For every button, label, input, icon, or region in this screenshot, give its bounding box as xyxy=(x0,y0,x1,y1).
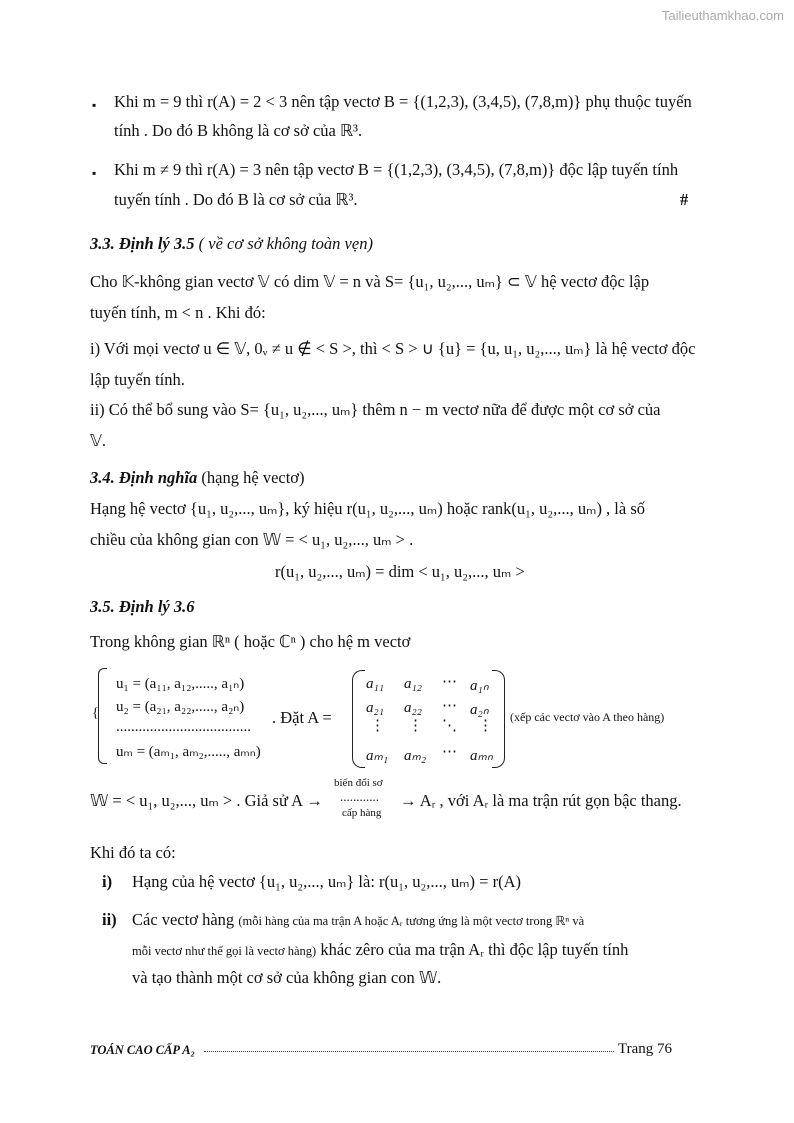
sec33-p1: Cho 𝕂-không gian vectơ 𝕍 có dim 𝕍 = n và S= {u₁, u₂,..., uₘ} ⊂ 𝕍 hệ vectơ độc lập xyxy=(90,272,650,291)
sec34-heading: 3.4. Định nghĩa xyxy=(90,468,198,487)
matrix-cell: a₂₂ xyxy=(404,700,422,716)
item-ii-text-b: khác zêro của ma trận Aᵣ thì độc lập tuyến tính xyxy=(320,940,629,959)
footer-dotted-rule xyxy=(204,1051,614,1052)
matrix-cell: aₘₙ xyxy=(470,748,493,764)
sec33-heading-row xyxy=(90,234,373,254)
sec33-ii1: ii) Có thể bổ sung vào S= {u₁, u₂,..., uₘ} thêm n − m vectơ nữa để được một cơ sở của xyxy=(90,400,661,419)
item-ii-note-1: (mỗi hàng của ma trận A hoặc Aᵣ tương ứng là một vectơ trong ℝⁿ và xyxy=(238,914,585,928)
sec34-p1: Hạng hệ vectơ {u₁, u₂,..., uₘ}, ký hiệu r(u₁, u₂,..., uₘ) hoặc rank(u₁, u₂,..., uₘ) , là số xyxy=(90,499,646,518)
matrix-note: (xếp các vectơ vào A theo hàng) xyxy=(510,710,665,724)
item-ii-text-a: Các vectơ hàng xyxy=(132,910,235,929)
bullet-icon: ▪ xyxy=(92,98,97,112)
sec34-formula: r(u₁, u₂,..., uₘ) = dim < u₁, u₂,..., uₘ > xyxy=(275,562,525,581)
bullet2-line2: tuyến tính . Do đó B là cơ sở của ℝ³. xyxy=(114,190,358,209)
w-line-b: → Aᵣ , với Aᵣ là ma trận rút gọn bậc thang. xyxy=(400,791,682,810)
sec33-p2: tuyến tính, m < n . Khi đó: xyxy=(90,303,266,322)
footer-page-number: Trang 76 xyxy=(618,1041,673,1057)
w-line-a: 𝕎 = < u₁, u₂,..., uₘ > . Giả sử A → xyxy=(90,791,323,810)
item-ii-row2 xyxy=(132,940,628,960)
system-row-3: .................................... xyxy=(116,719,251,735)
matrix-cell: ⋯ xyxy=(442,698,457,714)
sec33-heading: 3.3. Định lý 3.5 xyxy=(90,234,195,253)
sec35-p1: Trong không gian ℝⁿ ( hoặc ℂⁿ ) cho hệ m vectơ xyxy=(90,632,411,651)
system-row-1: u₁ = (a₁₁, a₁₂,....., a₁ₙ) xyxy=(116,676,245,692)
matrix-cell: a₁ₙ xyxy=(470,678,489,694)
item-ii-note-2: mỗi vectơ như thế gọi là vectơ hàng) xyxy=(132,944,317,958)
khi-do: Khi đó ta có: xyxy=(90,843,176,862)
sec33-ii2: 𝕍. xyxy=(90,431,107,450)
matrix-cell: ⋱ xyxy=(442,718,457,734)
matrix-cell: a₁₁ xyxy=(366,676,384,692)
matrix-cell: ⋯ xyxy=(442,674,457,690)
sec33-i1: i) Với mọi vectơ u ∈ 𝕍, 0ᵥ ≠ u ∉ < S >, thì < S > ∪ {u} = {u, u₁, u₂,..., uₘ} là hệ vectơ độc xyxy=(90,339,696,358)
system-brace-tip: { xyxy=(92,706,99,721)
sec34-p2: chiều của không gian con 𝕎 = < u₁, u₂,..., uₘ > . xyxy=(90,530,414,549)
matrix-cell: a₂₁ xyxy=(366,700,384,716)
sec35-heading: 3.5. Định lý 3.6 xyxy=(90,597,195,616)
item-ii-label: ii) xyxy=(102,910,117,929)
matrix-cell: ⋯ xyxy=(442,744,457,760)
arrow-label-top: biến đổi sơ xyxy=(334,777,383,789)
item-i-text: Hạng của hệ vectơ {u₁, u₂,..., uₘ} là: r(u₁, u₂,..., uₘ) = r(A) xyxy=(132,872,522,891)
sec34-heading-row xyxy=(90,468,305,488)
sec33-subtitle: ( về cơ sở không toàn vẹn) xyxy=(198,234,373,253)
bullet2-line1: Khi m ≠ 9 thì r(A) = 3 nên tập vectơ B = {(1,2,3), (3,4,5), (7,8,m)} độc lập tuyến tính xyxy=(114,160,679,179)
matrix-right-paren xyxy=(492,670,505,768)
matrix-cell: ⋮ xyxy=(408,718,423,734)
end-mark: # xyxy=(680,190,689,209)
bullet1-line2: tính . Do đó B không là cơ sở của ℝ³. xyxy=(114,121,363,140)
matrix-left-paren xyxy=(352,670,365,768)
watermark: Tailieuthamkhao.com xyxy=(661,8,784,23)
system-brace xyxy=(98,668,107,764)
matrix-cell: aₘ₂ xyxy=(404,748,427,764)
matrix-cell: ⋮ xyxy=(370,718,385,734)
system-row-4: uₘ = (aₘ₁, aₘ₂,....., aₘₙ) xyxy=(116,744,261,760)
matrix-cell: a₁₂ xyxy=(404,676,422,692)
system-row-2: u₂ = (a₂₁, a₂₂,....., a₂ₙ) xyxy=(116,699,245,715)
sec34-subtitle: (hạng hệ vectơ) xyxy=(201,468,305,487)
item-i-label: i) xyxy=(102,872,113,891)
matrix-cell: aₘ₁ xyxy=(366,748,389,764)
arrow-label-mid: ............ xyxy=(340,789,379,804)
matrix-cell: a₂ₙ xyxy=(470,702,489,718)
arrow-label-bottom: cấp hàng xyxy=(342,807,382,819)
dat-a-label: . Đặt A = xyxy=(272,708,332,727)
item-ii-row1 xyxy=(132,910,584,930)
footer-title: TOÁN CAO CẤP A₂ xyxy=(90,1043,195,1057)
bullet1-line1: Khi m = 9 thì r(A) = 2 < 3 nên tập vectơ B = {(1,2,3), (3,4,5), (7,8,m)} phụ thuộc tuyến xyxy=(114,92,692,111)
sec33-i2: lập tuyến tính. xyxy=(90,370,185,389)
item-ii-text-c: và tạo thành một cơ sở của không gian con 𝕎. xyxy=(132,968,442,987)
matrix-cell: ⋮ xyxy=(478,718,493,734)
bullet-icon: ▪ xyxy=(92,166,97,180)
